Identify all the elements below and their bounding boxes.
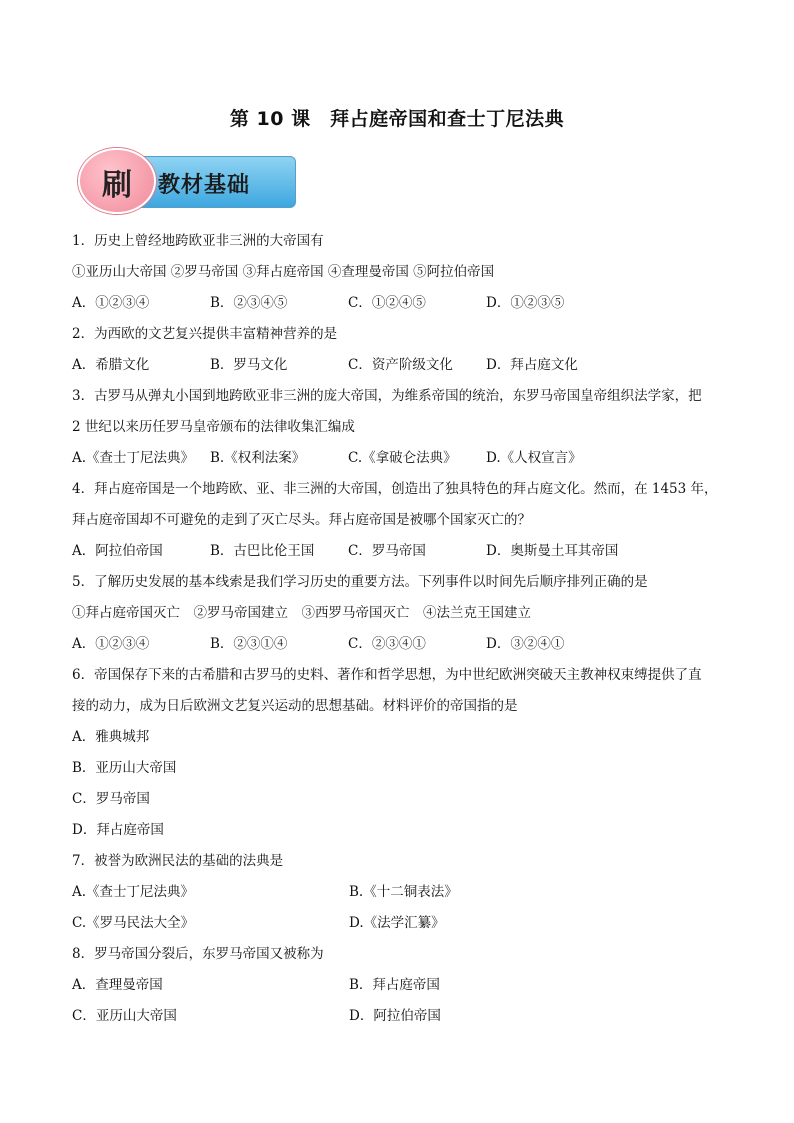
page-title: 第 10 课 拜占庭帝国和查士丁尼法典	[229, 108, 565, 130]
option[interactable]: D．①②③⑤	[486, 295, 565, 311]
question-stem-cont: 接的动力，成为日后欧洲文艺复兴运动的思想基础。材料评价的帝国指的是	[72, 698, 518, 714]
option[interactable]: D．拜占庭帝国	[72, 822, 164, 838]
question-options	[72, 443, 732, 474]
question-stem: 2．为西欧的文艺复兴提供丰富精神营养的是	[72, 326, 338, 342]
question-stem: 5．了解历史发展的基本线索是我们学习历史的重要方法。下列事件以时间先后顺序排列正确的是	[72, 574, 648, 590]
question-options	[72, 877, 732, 908]
section-banner	[76, 150, 296, 208]
section-label: 教材基础	[158, 173, 251, 198]
option[interactable]: A．希腊文化	[72, 357, 150, 373]
question-stem-cont: 拜占庭帝国却不可避免的走到了灭亡尽头。拜占庭帝国是被哪个国家灭亡的？	[72, 512, 531, 528]
question-stem: 8．罗马帝国分裂后，东罗马帝国又被称为	[72, 946, 324, 962]
question-options	[72, 970, 732, 1001]
option[interactable]: A．①②③④	[72, 295, 150, 311]
question-stem: 3．古罗马从弹丸小国到地跨欧亚非三洲的庞大帝国，为维系帝国的统治，东罗马帝国皇帝组织法学家，把	[72, 388, 702, 404]
question-extra: ①亚历山大帝国 ②罗马帝国 ③拜占庭帝国 ④查理曼帝国 ⑤阿拉伯帝国	[72, 264, 495, 280]
option[interactable]: A．①②③④	[72, 636, 150, 652]
question-options	[72, 629, 732, 660]
question-extra: ①拜占庭帝国灭亡 ②罗马帝国建立 ③西罗马帝国灭亡 ④法兰克王国建立	[72, 605, 531, 621]
option[interactable]: B．古巴比伦王国	[210, 543, 315, 559]
option[interactable]: B．拜占庭帝国	[349, 977, 440, 993]
option[interactable]: C．资产阶级文化	[348, 357, 453, 373]
option[interactable]: D．阿拉伯帝国	[349, 1008, 441, 1024]
option[interactable]: C．罗马帝国	[348, 543, 426, 559]
question-options	[72, 536, 732, 567]
option[interactable]: A.《查士丁尼法典》	[72, 884, 195, 900]
option[interactable]: C．①②④⑤	[348, 295, 426, 311]
question-list	[72, 226, 732, 1032]
banner-badge-text: 刷	[102, 168, 132, 203]
option[interactable]: D．奥斯曼土耳其帝国	[486, 543, 619, 559]
question-stem: 1．历史上曾经地跨欧亚非三洲的大帝国有	[72, 233, 324, 249]
question-options	[72, 288, 732, 319]
question-stem-cont: 2 世纪以来历任罗马皇帝颁布的法律收集汇编成	[72, 419, 355, 435]
option[interactable]: A．雅典城邦	[72, 729, 150, 745]
option[interactable]: B．罗马文化	[210, 357, 288, 373]
option[interactable]: C．亚历山大帝国	[72, 1008, 177, 1024]
question-options	[72, 908, 732, 939]
option[interactable]: A．阿拉伯帝国	[72, 543, 163, 559]
option[interactable]: D.《法学汇纂》	[349, 915, 445, 931]
option[interactable]: B.《权利法案》	[210, 450, 306, 466]
option[interactable]: D．③②④①	[486, 636, 565, 652]
option[interactable]: C．罗马帝国	[72, 791, 150, 807]
option[interactable]: B.《十二铜表法》	[349, 884, 458, 900]
option[interactable]: C.《罗马民法大全》	[72, 915, 195, 931]
question-options	[72, 1001, 732, 1032]
option[interactable]: A.《查士丁尼法典》	[72, 450, 195, 466]
question-stem: 6．帝国保存下来的古希腊和古罗马的史料、著作和哲学思想，为中世纪欧洲突破天主教神权束缚提供了直	[72, 667, 702, 683]
question-options	[72, 350, 732, 381]
option[interactable]: D．拜占庭文化	[486, 357, 578, 373]
banner-badge	[78, 148, 156, 214]
option[interactable]: A．查理曼帝国	[72, 977, 163, 993]
option[interactable]: B．②③④⑤	[210, 295, 288, 311]
option[interactable]: B．亚历山大帝国	[72, 760, 177, 776]
option[interactable]: C．②③④①	[348, 636, 426, 652]
question-stem: 4．拜占庭帝国是一个地跨欧、亚、非三洲的大帝国，创造出了独具特色的拜占庭文化。然而，在 1453 年，	[72, 481, 718, 497]
question-stem: 7．被誉为欧洲民法的基础的法典是	[72, 853, 284, 869]
option[interactable]: C.《拿破仑法典》	[348, 450, 457, 466]
option[interactable]: D.《人权宣言》	[486, 450, 582, 466]
option[interactable]: B．②③①④	[210, 636, 288, 652]
